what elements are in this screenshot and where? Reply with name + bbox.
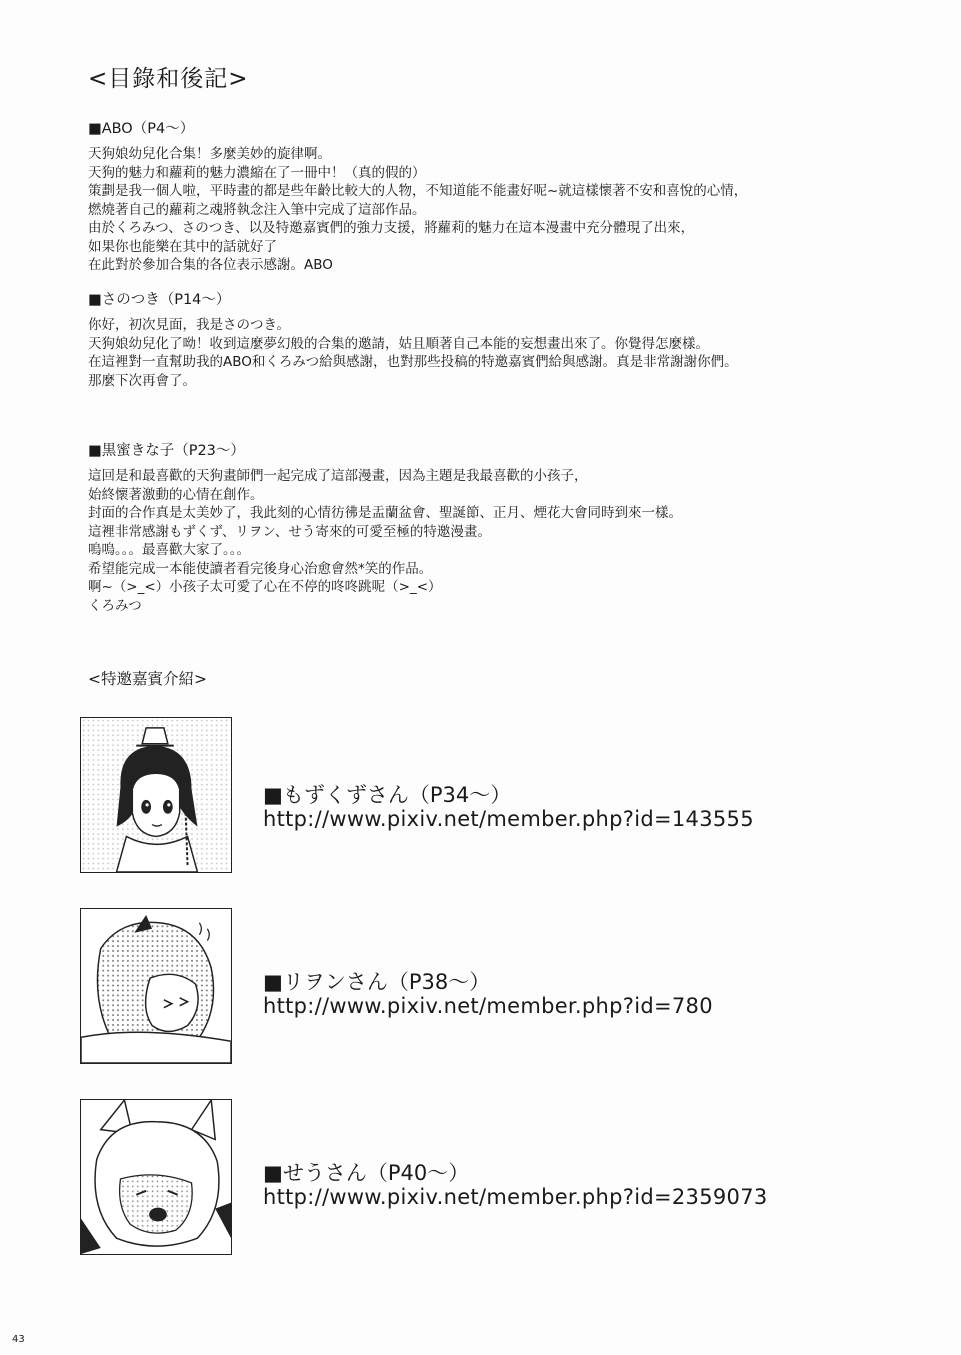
text-line: 如果你也能樂在其中的話就好了: [88, 238, 277, 255]
guest-thumbnail-illustration: [80, 717, 232, 873]
afterword-section-kuromitsu: [88, 442, 888, 615]
guest-url-link[interactable]: http://www.pixiv.net/member.php?id=780: [263, 994, 713, 1018]
text-line: 封面的合作真是太美妙了，我此刻的心情彷彿是盂蘭盆會、聖誕節、正月、煙花大會同時到來一樣。: [88, 505, 682, 521]
text-line: 這回是和最喜歡的天狗畫師們一起完成了這部漫畫，因為主題是我最喜歡的小孩子，: [88, 468, 588, 484]
text-line: 天狗的魅力和蘿莉的魅力濃縮在了一冊中！（真的假的）: [88, 164, 426, 181]
section-heading: ■ABO（P4～）: [88, 121, 195, 137]
text-line: 那麼下次再會了。: [88, 372, 196, 389]
guest-name: ■リヲンさん（P38～）: [263, 970, 491, 994]
text-line: 策劃是我一個人啦，平時畫的都是些年齡比較大的人物，不知道能不能畫好呢~就這樣懷著不安和喜悅的心情，: [88, 183, 748, 199]
text-line: 始終懷著激動的心情在創作。: [88, 486, 264, 503]
text-line: 天狗娘幼兒化合集！多麼美妙的旋律啊。: [88, 146, 331, 162]
guest-url-link[interactable]: http://www.pixiv.net/member.php?id=2359073: [263, 1185, 768, 1209]
text-line: 希望能完成一本能使讀者看完後身心治愈會然*笑的作品。: [88, 560, 433, 577]
text-line: くろみつ: [88, 597, 142, 614]
section-heading: ■さのつき（P14～）: [88, 292, 231, 308]
guest-name: ■もずくずさん（P34～）: [263, 783, 512, 807]
text-line: 這裡非常感謝もずくず、リヲン、せう寄來的可愛至極的特邀漫畫。: [88, 523, 491, 540]
text-line: 由於くろみつ、さのつき、以及特邀嘉賓們的強力支援，將蘿莉的魅力在這本漫畫中充分體現了出來，: [88, 220, 695, 236]
page-title: <目錄和後記>: [88, 66, 249, 92]
text-line: 啊~（>_<）小孩子太可愛了心在不停的咚咚跳呢（>_<）: [88, 579, 442, 595]
text-line: 你好，初次見面，我是さのつき。: [88, 317, 290, 333]
section-heading: ■黒蜜きな子（P23～）: [88, 443, 245, 459]
text-line: 嗚嗚。。。最喜歡大家了。。。: [88, 542, 250, 558]
page-number: 43: [12, 1334, 25, 1345]
guest-name: ■せうさん（P40～）: [263, 1161, 470, 1185]
text-line: 在這裡對一直幫助我的ABO和くろみつ給與感謝，也對那些投稿的特邀嘉賓們給與感謝。真是非常謝謝你們。: [88, 354, 738, 370]
guest-thumbnail-illustration: [80, 908, 232, 1064]
guest-thumbnail-illustration: [80, 1099, 232, 1255]
text-line: 燃燒著自己的蘿莉之魂將執念注入筆中完成了這部作品。: [88, 201, 426, 218]
text-line: 天狗娘幼兒化了呦！收到這麼夢幻般的合集的邀請，姑且順著自己本能的妄想畫出來了。你覺得怎麼樣。: [88, 335, 709, 352]
guest-url-link[interactable]: http://www.pixiv.net/member.php?id=143555: [263, 807, 754, 831]
afterword-section-abo: [88, 120, 888, 275]
text-line: 在此對於參加合集的各位表示感謝。ABO: [88, 257, 333, 273]
afterword-section-sanotsuki: [88, 291, 888, 390]
guests-heading: <特邀嘉賓介紹>: [88, 670, 207, 688]
